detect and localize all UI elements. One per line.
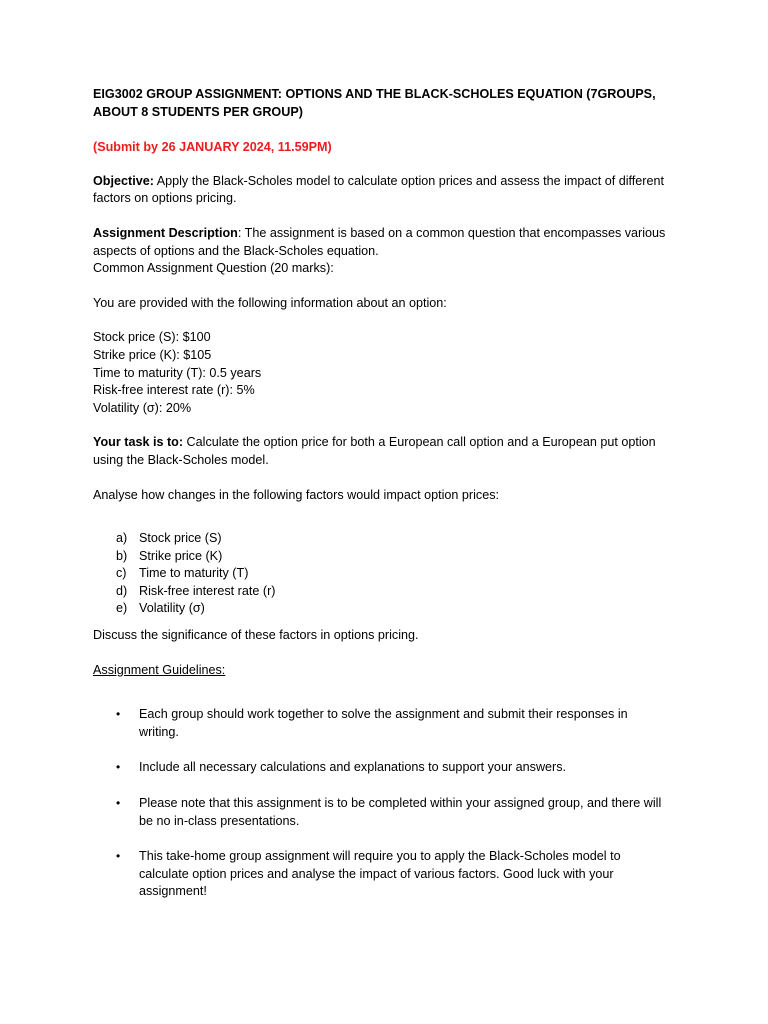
list-item-text: Each group should work together to solve the assignment and submit their responses in writing. — [139, 707, 628, 739]
bullet-icon: • — [116, 707, 121, 722]
parameter-risk-free-rate: Risk-free interest rate (r): 5% — [93, 383, 255, 398]
parameter-stock-price: Stock price (S): $100 — [93, 330, 211, 345]
list-item-text: Include all necessary calculations and explanations to support your answers. — [139, 760, 567, 775]
task-text: Calculate the option price for both a European call option and a European put option using the Black-Scholes model. — [93, 435, 656, 467]
list-item — [93, 565, 683, 583]
parameter-volatility: Volatility (σ): 20% — [93, 400, 192, 415]
parameter-time-to-maturity: Time to maturity (T): 0.5 years — [93, 365, 262, 380]
bullet-icon: • — [116, 760, 121, 775]
task-label: Your task is to: — [93, 435, 184, 450]
list-marker: e) — [116, 601, 128, 616]
list-item-text: Stock price (S) — [139, 531, 222, 546]
submission-deadline: (Submit by 26 JANUARY 2024, 11.59PM) — [93, 140, 332, 155]
document-page — [93, 86, 683, 919]
list-marker: d) — [116, 583, 128, 598]
objective-text: Apply the Black-Scholes model to calculate option prices and assess the impact of different factors on options pricing. — [93, 173, 664, 206]
list-item — [93, 600, 683, 618]
list-item — [93, 759, 683, 777]
list-item-text: This take-home group assignment will require you to apply the Black-Scholes model to calculate option prices and analyse the impact of various factors. Good luck with your assignment! — [139, 849, 621, 899]
analyse-intro: Analyse how changes in the following factors would impact option prices: — [93, 487, 500, 502]
common-question-line: Common Assignment Question (20 marks): — [93, 261, 334, 276]
option-parameters — [93, 329, 683, 417]
list-item-text: Volatility (σ) — [139, 601, 205, 616]
objective-label: Objective: — [93, 173, 154, 188]
list-item-text: Risk-free interest rate (r) — [139, 583, 276, 598]
list-item — [93, 848, 683, 901]
list-marker: c) — [116, 566, 127, 581]
list-item — [93, 583, 683, 601]
factors-list — [93, 530, 683, 618]
info-intro: You are provided with the following information about an option: — [93, 295, 447, 310]
list-marker: a) — [116, 531, 128, 546]
guidelines-list — [93, 706, 683, 901]
list-item-text: Time to maturity (T) — [139, 566, 249, 581]
list-item — [93, 548, 683, 566]
list-item-text: Please note that this assignment is to be completed within your assigned group, and there will be no in-class presentations. — [139, 796, 662, 828]
task-paragraph — [93, 434, 683, 469]
list-item — [93, 795, 683, 830]
list-item — [93, 706, 683, 741]
description-text: : The assignment is based on a common question that encompasses various aspects of options and the Black-Scholes equation. — [93, 225, 666, 258]
list-item — [93, 530, 683, 548]
parameter-strike-price: Strike price (K): $105 — [93, 347, 212, 362]
guidelines-heading: Assignment Guidelines: — [93, 662, 226, 677]
list-item-text: Strike price (K) — [139, 548, 223, 563]
description-label: Assignment Description — [93, 225, 238, 240]
description-paragraph — [93, 225, 683, 260]
bullet-icon: • — [116, 849, 121, 864]
discuss-paragraph: Discuss the significance of these factors in options pricing. — [93, 628, 419, 643]
document-title: EIG3002 GROUP ASSIGNMENT: OPTIONS AND THE BLACK-SCHOLES EQUATION (7GROUPS, ABOUT 8 STUDENTS PER GROUP) — [93, 87, 656, 119]
objective-paragraph — [93, 173, 683, 208]
bullet-icon: • — [116, 796, 121, 811]
list-marker: b) — [116, 548, 128, 563]
